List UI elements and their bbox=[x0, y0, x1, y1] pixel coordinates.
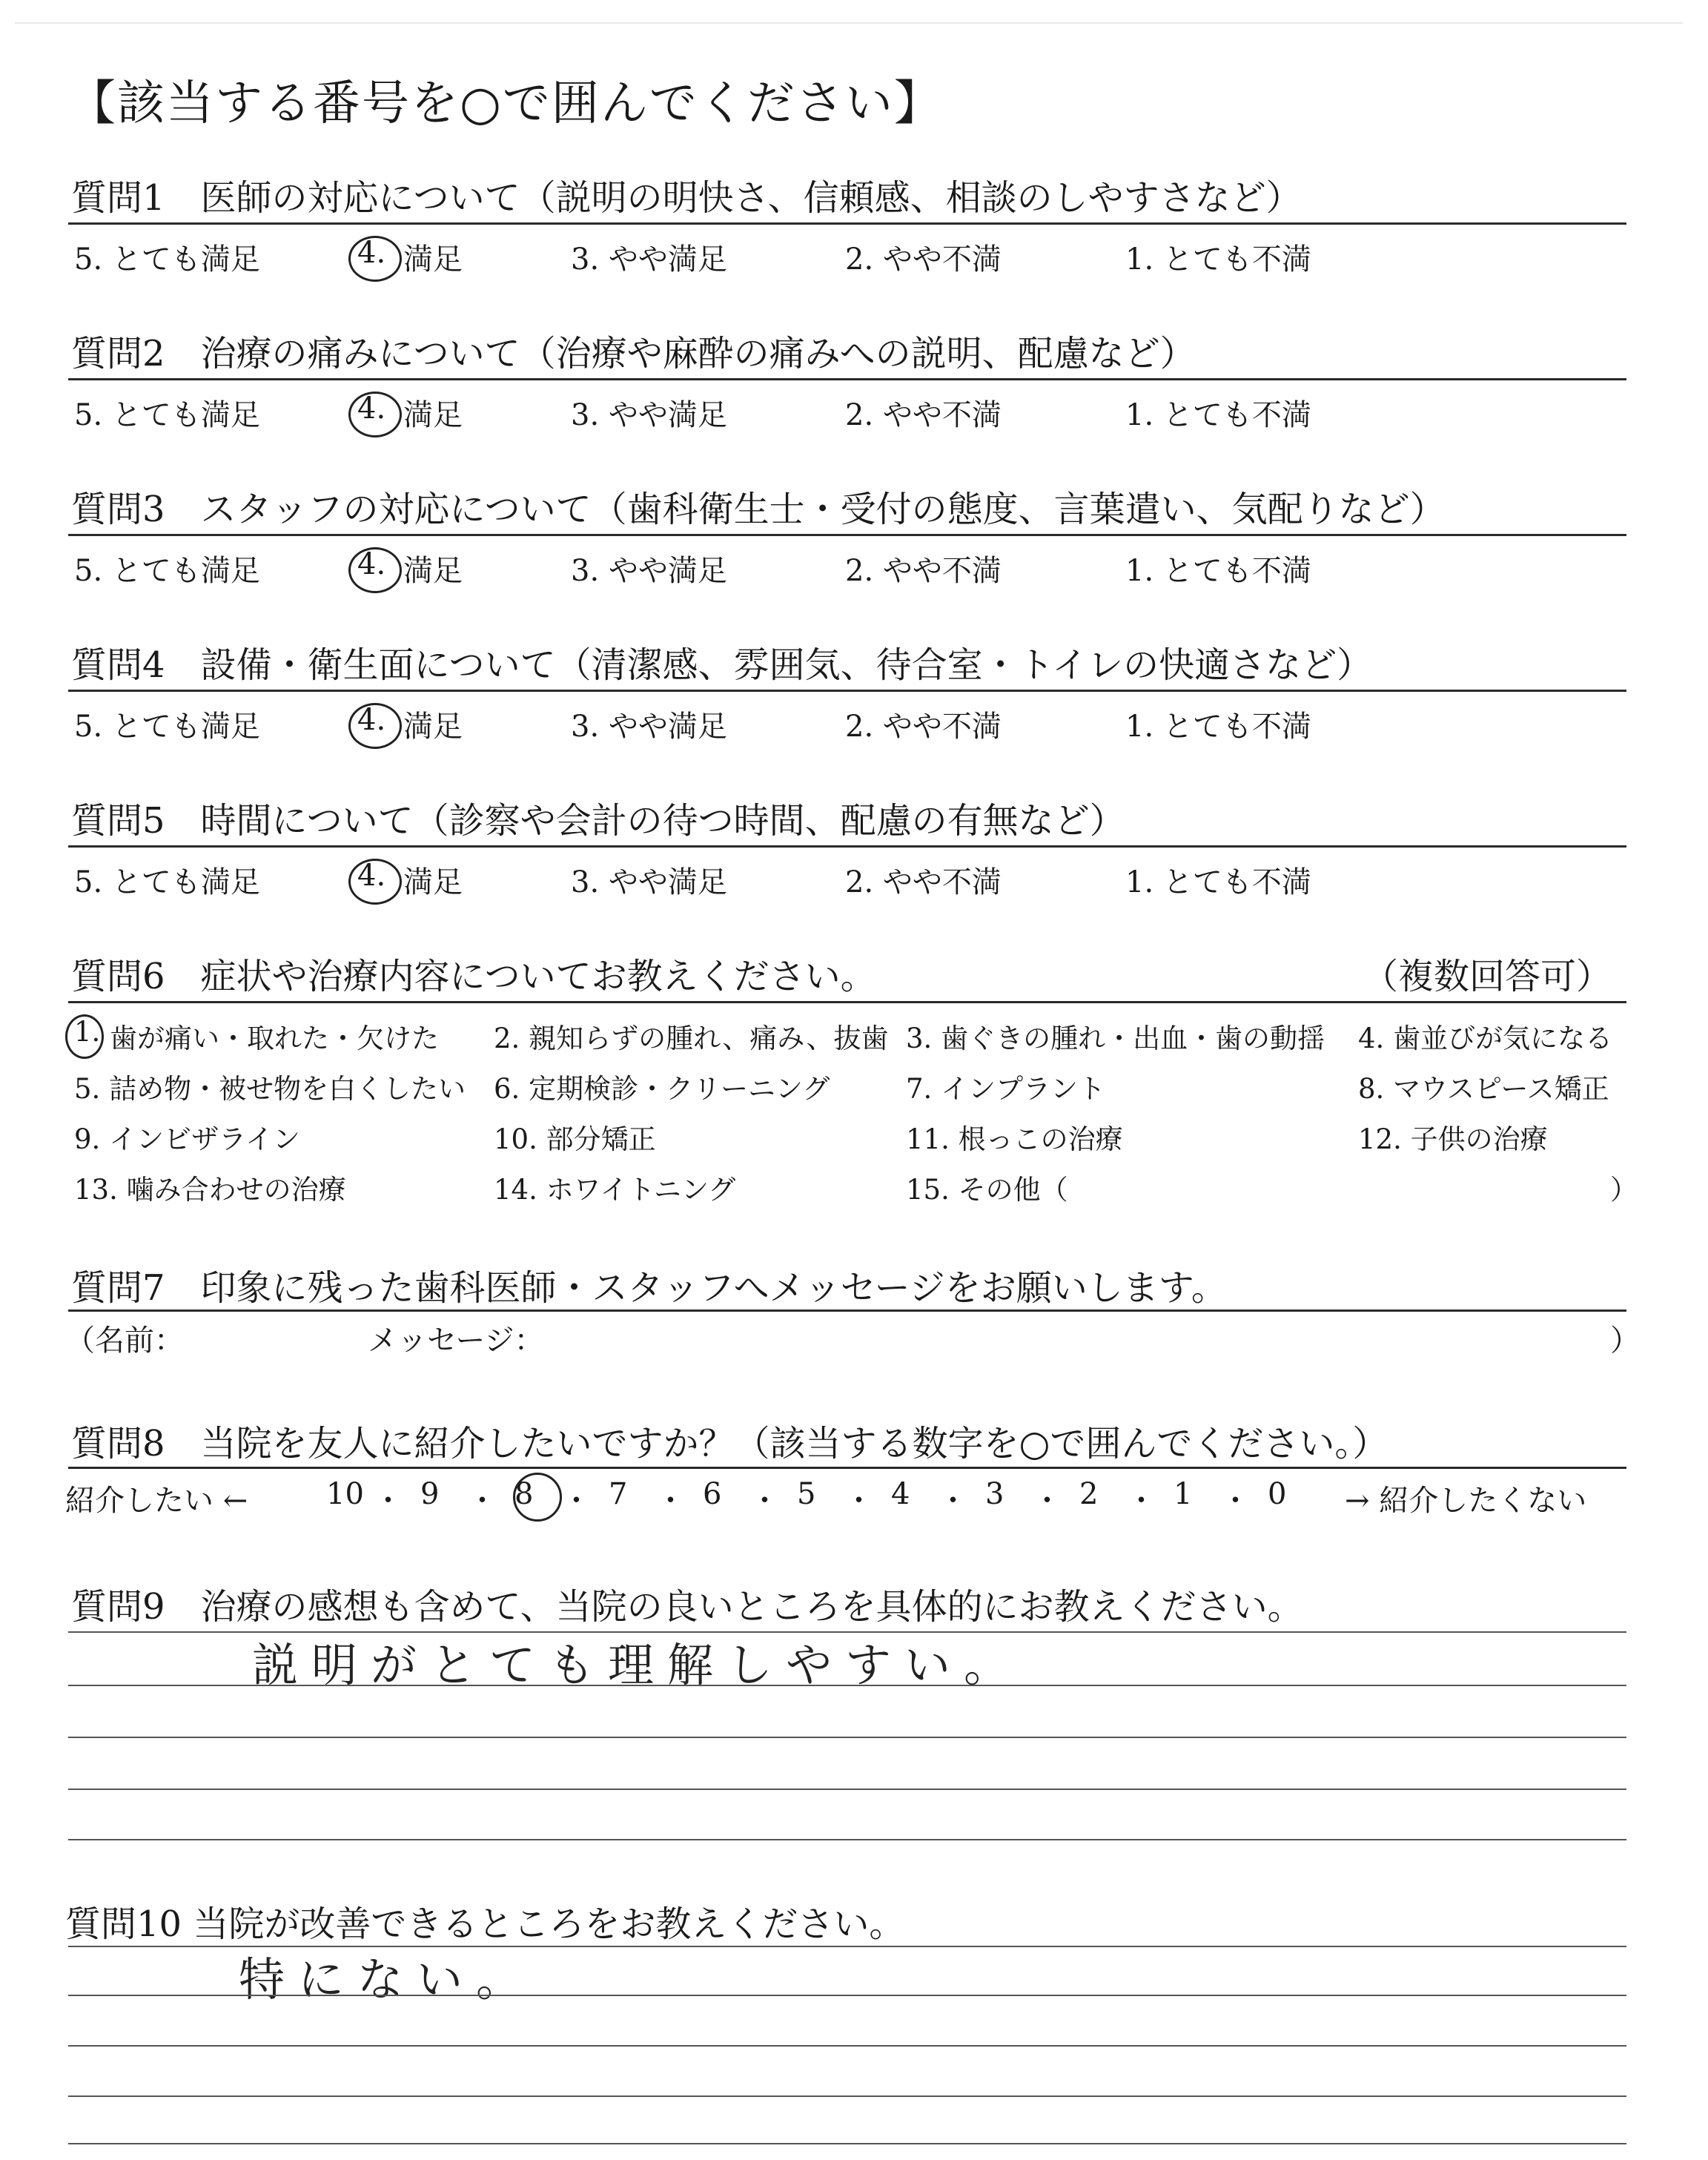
option-5[interactable]: 5. とても満足 bbox=[74, 554, 260, 588]
option-3[interactable]: 3. やや満足 bbox=[571, 242, 727, 277]
symptom-option-15-close: ） bbox=[1610, 1174, 1638, 1206]
symptom-option-11[interactable]: 11. 根っこの治療 bbox=[906, 1123, 1123, 1155]
question-title-3: 質問3 スタッフの対応について（歯科衛生士・受付の態度、言葉遣い、気配りなど） bbox=[71, 489, 1446, 530]
scale-separator: ・ bbox=[655, 1484, 686, 1518]
symptom-option-8[interactable]: 8. マウスピース矯正 bbox=[1358, 1073, 1609, 1105]
option-3[interactable]: 3. やや満足 bbox=[571, 710, 727, 744]
answer-line bbox=[68, 1995, 1626, 1996]
question-rule-6 bbox=[68, 1001, 1626, 1003]
symptom-option-15[interactable]: 15. その他（ bbox=[906, 1174, 1068, 1206]
symptom-option-9[interactable]: 9. インビザライン bbox=[74, 1123, 300, 1155]
scale-value-3[interactable]: 3 bbox=[985, 1477, 1004, 1511]
option-4-number[interactable]: 4. bbox=[357, 236, 386, 270]
scale-value-2[interactable]: 2 bbox=[1079, 1477, 1099, 1511]
option-2[interactable]: 2. やや不満 bbox=[845, 710, 1002, 744]
question-rule-4 bbox=[68, 690, 1626, 692]
message-label[interactable]: メッセージ： bbox=[368, 1324, 544, 1358]
handwritten-answer[interactable]: 説明がとても理解しやすい。 bbox=[252, 1638, 1024, 1692]
question-title-1: 質問1 医師の対応について（説明の明快さ、信頼感、相談のしやすさなど） bbox=[71, 177, 1302, 219]
option-1[interactable]: 1. とても不満 bbox=[1125, 710, 1311, 744]
option-5[interactable]: 5. とても満足 bbox=[74, 710, 260, 744]
question-title-6: 質問6 症状や治療内容についてお教えください。 bbox=[71, 956, 876, 997]
option-4-number[interactable]: 4. bbox=[357, 703, 386, 737]
option-2[interactable]: 2. やや不満 bbox=[845, 865, 1002, 899]
question-title-10: 質問10 当院が改善できるところをお教えください。 bbox=[65, 1903, 905, 1945]
selected-circle-mark bbox=[513, 1473, 562, 1522]
page-title: 【該当する番号を○で囲んでください】 bbox=[68, 76, 943, 131]
symptom-option-1-label[interactable]: 歯が痛い・取れた・欠けた bbox=[110, 1023, 439, 1054]
symptom-option-14[interactable]: 14. ホワイトニング bbox=[494, 1174, 736, 1206]
scale-value-4[interactable]: 4 bbox=[891, 1477, 910, 1511]
scale-value-8[interactable]: 8 bbox=[514, 1477, 534, 1511]
answer-line bbox=[68, 2045, 1626, 2047]
recommend-left-label: 紹介したい ← bbox=[65, 1484, 248, 1518]
question-rule-5 bbox=[68, 845, 1626, 848]
question-rule-8 bbox=[68, 1467, 1626, 1469]
question-rule-3 bbox=[68, 534, 1626, 536]
question-title-5: 質問5 時間について（診察や会計の待つ時間、配慮の有無など） bbox=[71, 800, 1125, 842]
option-4-number[interactable]: 4. bbox=[357, 547, 386, 581]
question-title-8: 質問8 当院を友人に紹介したいですか？（該当する数字を○で囲んでください。） bbox=[71, 1423, 1388, 1464]
question-rule-2 bbox=[68, 378, 1626, 380]
name-label[interactable]: （名前： bbox=[65, 1324, 184, 1358]
option-1[interactable]: 1. とても不満 bbox=[1125, 398, 1311, 432]
option-4-number[interactable]: 4. bbox=[357, 392, 386, 426]
scale-value-5[interactable]: 5 bbox=[797, 1477, 816, 1511]
question-title-4: 質問4 設備・衛生面について（清潔感、雰囲気、待合室・トイレの快適さなど） bbox=[71, 644, 1373, 686]
option-3[interactable]: 3. やや満足 bbox=[571, 554, 727, 588]
symptom-option-4[interactable]: 4. 歯並びが気になる bbox=[1358, 1023, 1613, 1054]
option-5[interactable]: 5. とても満足 bbox=[74, 242, 260, 277]
message-close: ） bbox=[1610, 1324, 1640, 1358]
question-rule-1 bbox=[68, 222, 1626, 225]
scale-separator: ・ bbox=[1220, 1484, 1251, 1518]
symptom-option-5[interactable]: 5. 詰め物・被せ物を白くしたい bbox=[74, 1073, 466, 1105]
symptom-option-12[interactable]: 12. 子供の治療 bbox=[1358, 1123, 1548, 1155]
scale-separator: ・ bbox=[467, 1484, 497, 1518]
symptom-option-10[interactable]: 10. 部分矯正 bbox=[494, 1123, 656, 1155]
symptom-option-13[interactable]: 13. 噛み合わせの治療 bbox=[74, 1174, 346, 1206]
scale-value-1[interactable]: 1 bbox=[1174, 1477, 1193, 1511]
option-1[interactable]: 1. とても不満 bbox=[1125, 865, 1311, 899]
answer-line bbox=[68, 1737, 1626, 1738]
option-1[interactable]: 1. とても不満 bbox=[1125, 554, 1311, 588]
symptom-option-7[interactable]: 7. インプラント bbox=[906, 1073, 1106, 1105]
option-5[interactable]: 5. とても満足 bbox=[74, 398, 260, 432]
scale-value-6[interactable]: 6 bbox=[703, 1477, 722, 1511]
option-4-label[interactable]: 満足 bbox=[403, 242, 463, 277]
scan-edge bbox=[15, 22, 1683, 24]
multiple-answer-note: （複数回答可） bbox=[1363, 956, 1612, 997]
question-title-2: 質問2 治療の痛みについて（治療や麻酔の痛みへの説明、配慮など） bbox=[71, 333, 1196, 374]
option-5[interactable]: 5. とても満足 bbox=[74, 865, 260, 899]
scale-value-0[interactable]: 0 bbox=[1268, 1477, 1287, 1511]
option-2[interactable]: 2. やや不満 bbox=[845, 242, 1002, 277]
option-2[interactable]: 2. やや不満 bbox=[845, 398, 1002, 432]
scale-separator: ・ bbox=[1032, 1484, 1062, 1518]
option-1[interactable]: 1. とても不満 bbox=[1125, 242, 1311, 277]
question-title-7: 質問7 印象に残った歯科医師・スタッフへメッセージをお願いします。 bbox=[71, 1267, 1227, 1309]
symptom-option-3[interactable]: 3. 歯ぐきの腫れ・出血・歯の動揺 bbox=[906, 1023, 1325, 1054]
symptom-option-6[interactable]: 6. 定期検診・クリーニング bbox=[494, 1073, 830, 1105]
question-rule-7 bbox=[68, 1309, 1626, 1312]
answer-line bbox=[68, 2095, 1626, 2097]
option-4-label[interactable]: 満足 bbox=[403, 710, 463, 744]
answer-line bbox=[68, 2143, 1626, 2144]
option-4-label[interactable]: 満足 bbox=[403, 398, 463, 432]
option-3[interactable]: 3. やや満足 bbox=[571, 865, 727, 899]
symptom-option-2[interactable]: 2. 親知らずの腫れ、痛み、抜歯 bbox=[494, 1023, 889, 1054]
scale-separator: ・ bbox=[1126, 1484, 1156, 1518]
option-4-label[interactable]: 満足 bbox=[403, 865, 463, 899]
scale-value-9[interactable]: 9 bbox=[420, 1477, 440, 1511]
option-4-label[interactable]: 満足 bbox=[403, 554, 463, 588]
scale-separator: ・ bbox=[749, 1484, 780, 1518]
handwritten-answer[interactable]: 特にない。 bbox=[239, 1952, 536, 2007]
option-4-number[interactable]: 4. bbox=[357, 859, 386, 893]
scale-separator: ・ bbox=[844, 1484, 874, 1518]
option-2[interactable]: 2. やや不満 bbox=[845, 554, 1002, 588]
scale-separator: ・ bbox=[561, 1484, 592, 1518]
scale-value-10[interactable]: 10 bbox=[326, 1477, 364, 1511]
symptom-option-1-number[interactable]: 1. bbox=[74, 1016, 101, 1048]
question-title-9: 質問9 治療の感想も含めて、当院の良いところを具体的にお教えください。 bbox=[71, 1586, 1303, 1628]
scale-separator: ・ bbox=[373, 1484, 403, 1518]
answer-line bbox=[68, 1839, 1626, 1840]
answer-line bbox=[68, 1685, 1626, 1686]
scale-value-7[interactable]: 7 bbox=[609, 1477, 628, 1511]
option-3[interactable]: 3. やや満足 bbox=[571, 398, 727, 432]
recommend-right-label: → 紹介したくない bbox=[1345, 1484, 1587, 1518]
scale-separator: ・ bbox=[938, 1484, 968, 1518]
answer-line bbox=[68, 1789, 1626, 1790]
